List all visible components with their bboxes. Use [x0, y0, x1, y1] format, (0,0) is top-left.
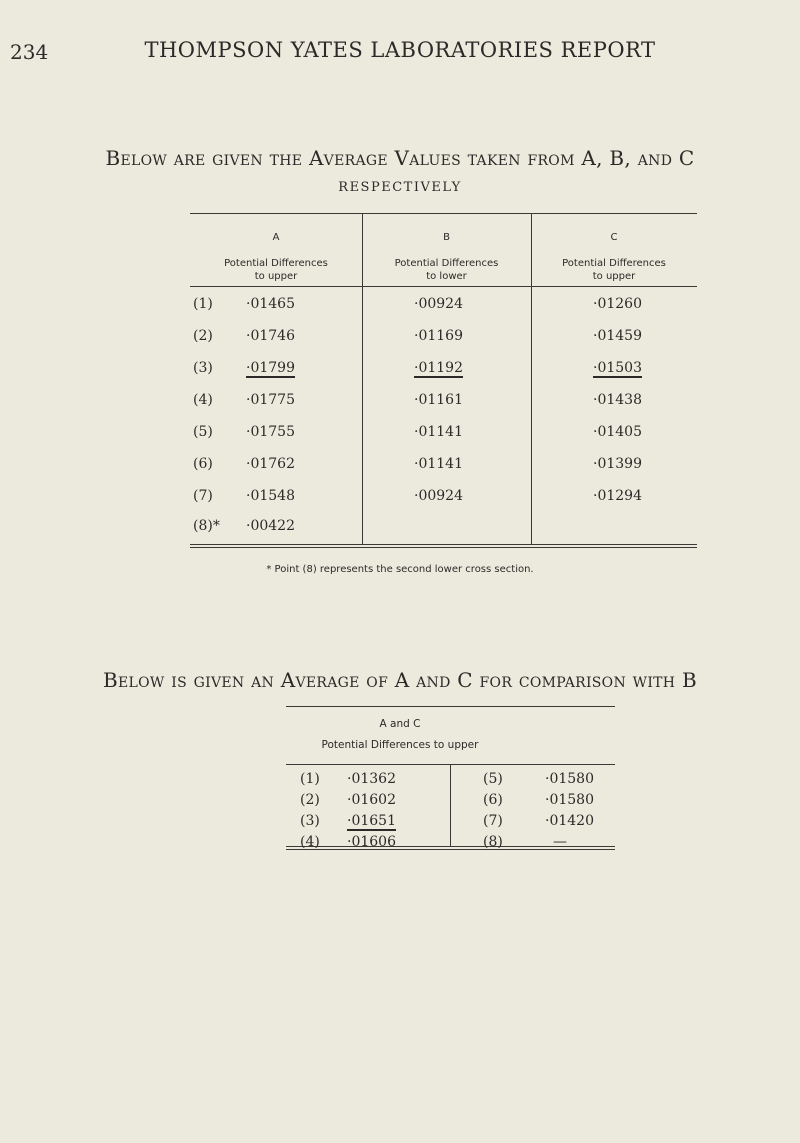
- footnote: * Point (8) represents the second lower cross section.: [266, 564, 534, 575]
- row-index: (6): [193, 456, 213, 472]
- page-number: 234: [10, 40, 49, 64]
- column-header-b: [362, 231, 531, 283]
- value-b: ·01161: [414, 392, 463, 408]
- value: ·01602: [347, 792, 396, 808]
- running-head: THOMPSON YATES LABORATORIES REPORT: [144, 38, 656, 62]
- column-label: Potential Differences: [394, 258, 499, 269]
- value-c: ·01399: [593, 456, 642, 472]
- value-a: ·01746: [246, 328, 295, 344]
- row-index: (3): [300, 813, 320, 829]
- value-a: ·01775: [246, 392, 295, 408]
- column-letter: C: [610, 232, 618, 243]
- column-label: Potential Differences: [562, 258, 666, 269]
- row-index: (3): [193, 360, 213, 376]
- value-b: ·01169: [414, 328, 463, 344]
- column-header-c: [531, 231, 697, 283]
- row-index: (2): [193, 328, 213, 344]
- section2-heading: Below is given an Average of A and C for comparison with B: [103, 668, 697, 692]
- table-bottom-rule: [190, 544, 697, 545]
- value-a: ·01799: [246, 360, 295, 376]
- column-label: to upper: [254, 271, 298, 282]
- value-c: ·01503: [593, 360, 642, 376]
- row-index: (6): [483, 792, 503, 808]
- row-index: (7): [193, 488, 213, 504]
- column-letter: B: [443, 232, 450, 243]
- value-b: ·00924: [414, 488, 463, 504]
- comparison-header: Potential Differences to upper: [321, 739, 479, 751]
- section1-subheading: RESPECTIVELY: [338, 180, 462, 195]
- value-a: ·01465: [246, 296, 295, 312]
- value-a: ·01755: [246, 424, 295, 440]
- value-c: ·01294: [593, 488, 642, 504]
- value-b: ·01192: [414, 360, 463, 376]
- value-c: ·01438: [593, 392, 642, 408]
- column-divider: [450, 764, 451, 847]
- row-index: (8)*: [193, 518, 220, 534]
- row-index: (8): [483, 834, 503, 850]
- value-c: ·01405: [593, 424, 642, 440]
- column-label: to upper: [592, 271, 636, 282]
- column-label: to lower: [426, 271, 467, 282]
- value: —: [553, 834, 567, 850]
- row-index: (4): [193, 392, 213, 408]
- value: ·01606: [347, 834, 396, 850]
- table-top-rule: [190, 213, 697, 214]
- table-bottom-rule-double: [190, 547, 697, 548]
- value-b: ·01141: [414, 456, 463, 472]
- section1-heading: Below are given the Average Values taken from A, B, and C: [105, 146, 695, 170]
- row-index: (7): [483, 813, 503, 829]
- comparison-header: A and C: [379, 718, 421, 730]
- value-c: ·01459: [593, 328, 642, 344]
- value-a: ·00422: [246, 518, 295, 534]
- value: ·01651: [347, 813, 396, 829]
- row-index: (1): [300, 771, 320, 787]
- row-index: (1): [193, 296, 213, 312]
- value-a: ·01548: [246, 488, 295, 504]
- value-c: ·01260: [593, 296, 642, 312]
- value-b: ·00924: [414, 296, 463, 312]
- table-header-rule: [190, 286, 697, 287]
- row-index: (4): [300, 834, 320, 850]
- value: ·01580: [545, 792, 594, 808]
- value-b: ·01141: [414, 424, 463, 440]
- table-top-rule: [286, 706, 615, 707]
- row-index: (5): [483, 771, 503, 787]
- row-index: (2): [300, 792, 320, 808]
- column-header-a: [190, 231, 362, 283]
- row-index: (5): [193, 424, 213, 440]
- value-a: ·01762: [246, 456, 295, 472]
- value: ·01362: [347, 771, 396, 787]
- value: ·01580: [545, 771, 594, 787]
- column-label: Potential Differences: [224, 258, 328, 269]
- value: ·01420: [545, 813, 594, 829]
- column-letter: A: [272, 232, 280, 243]
